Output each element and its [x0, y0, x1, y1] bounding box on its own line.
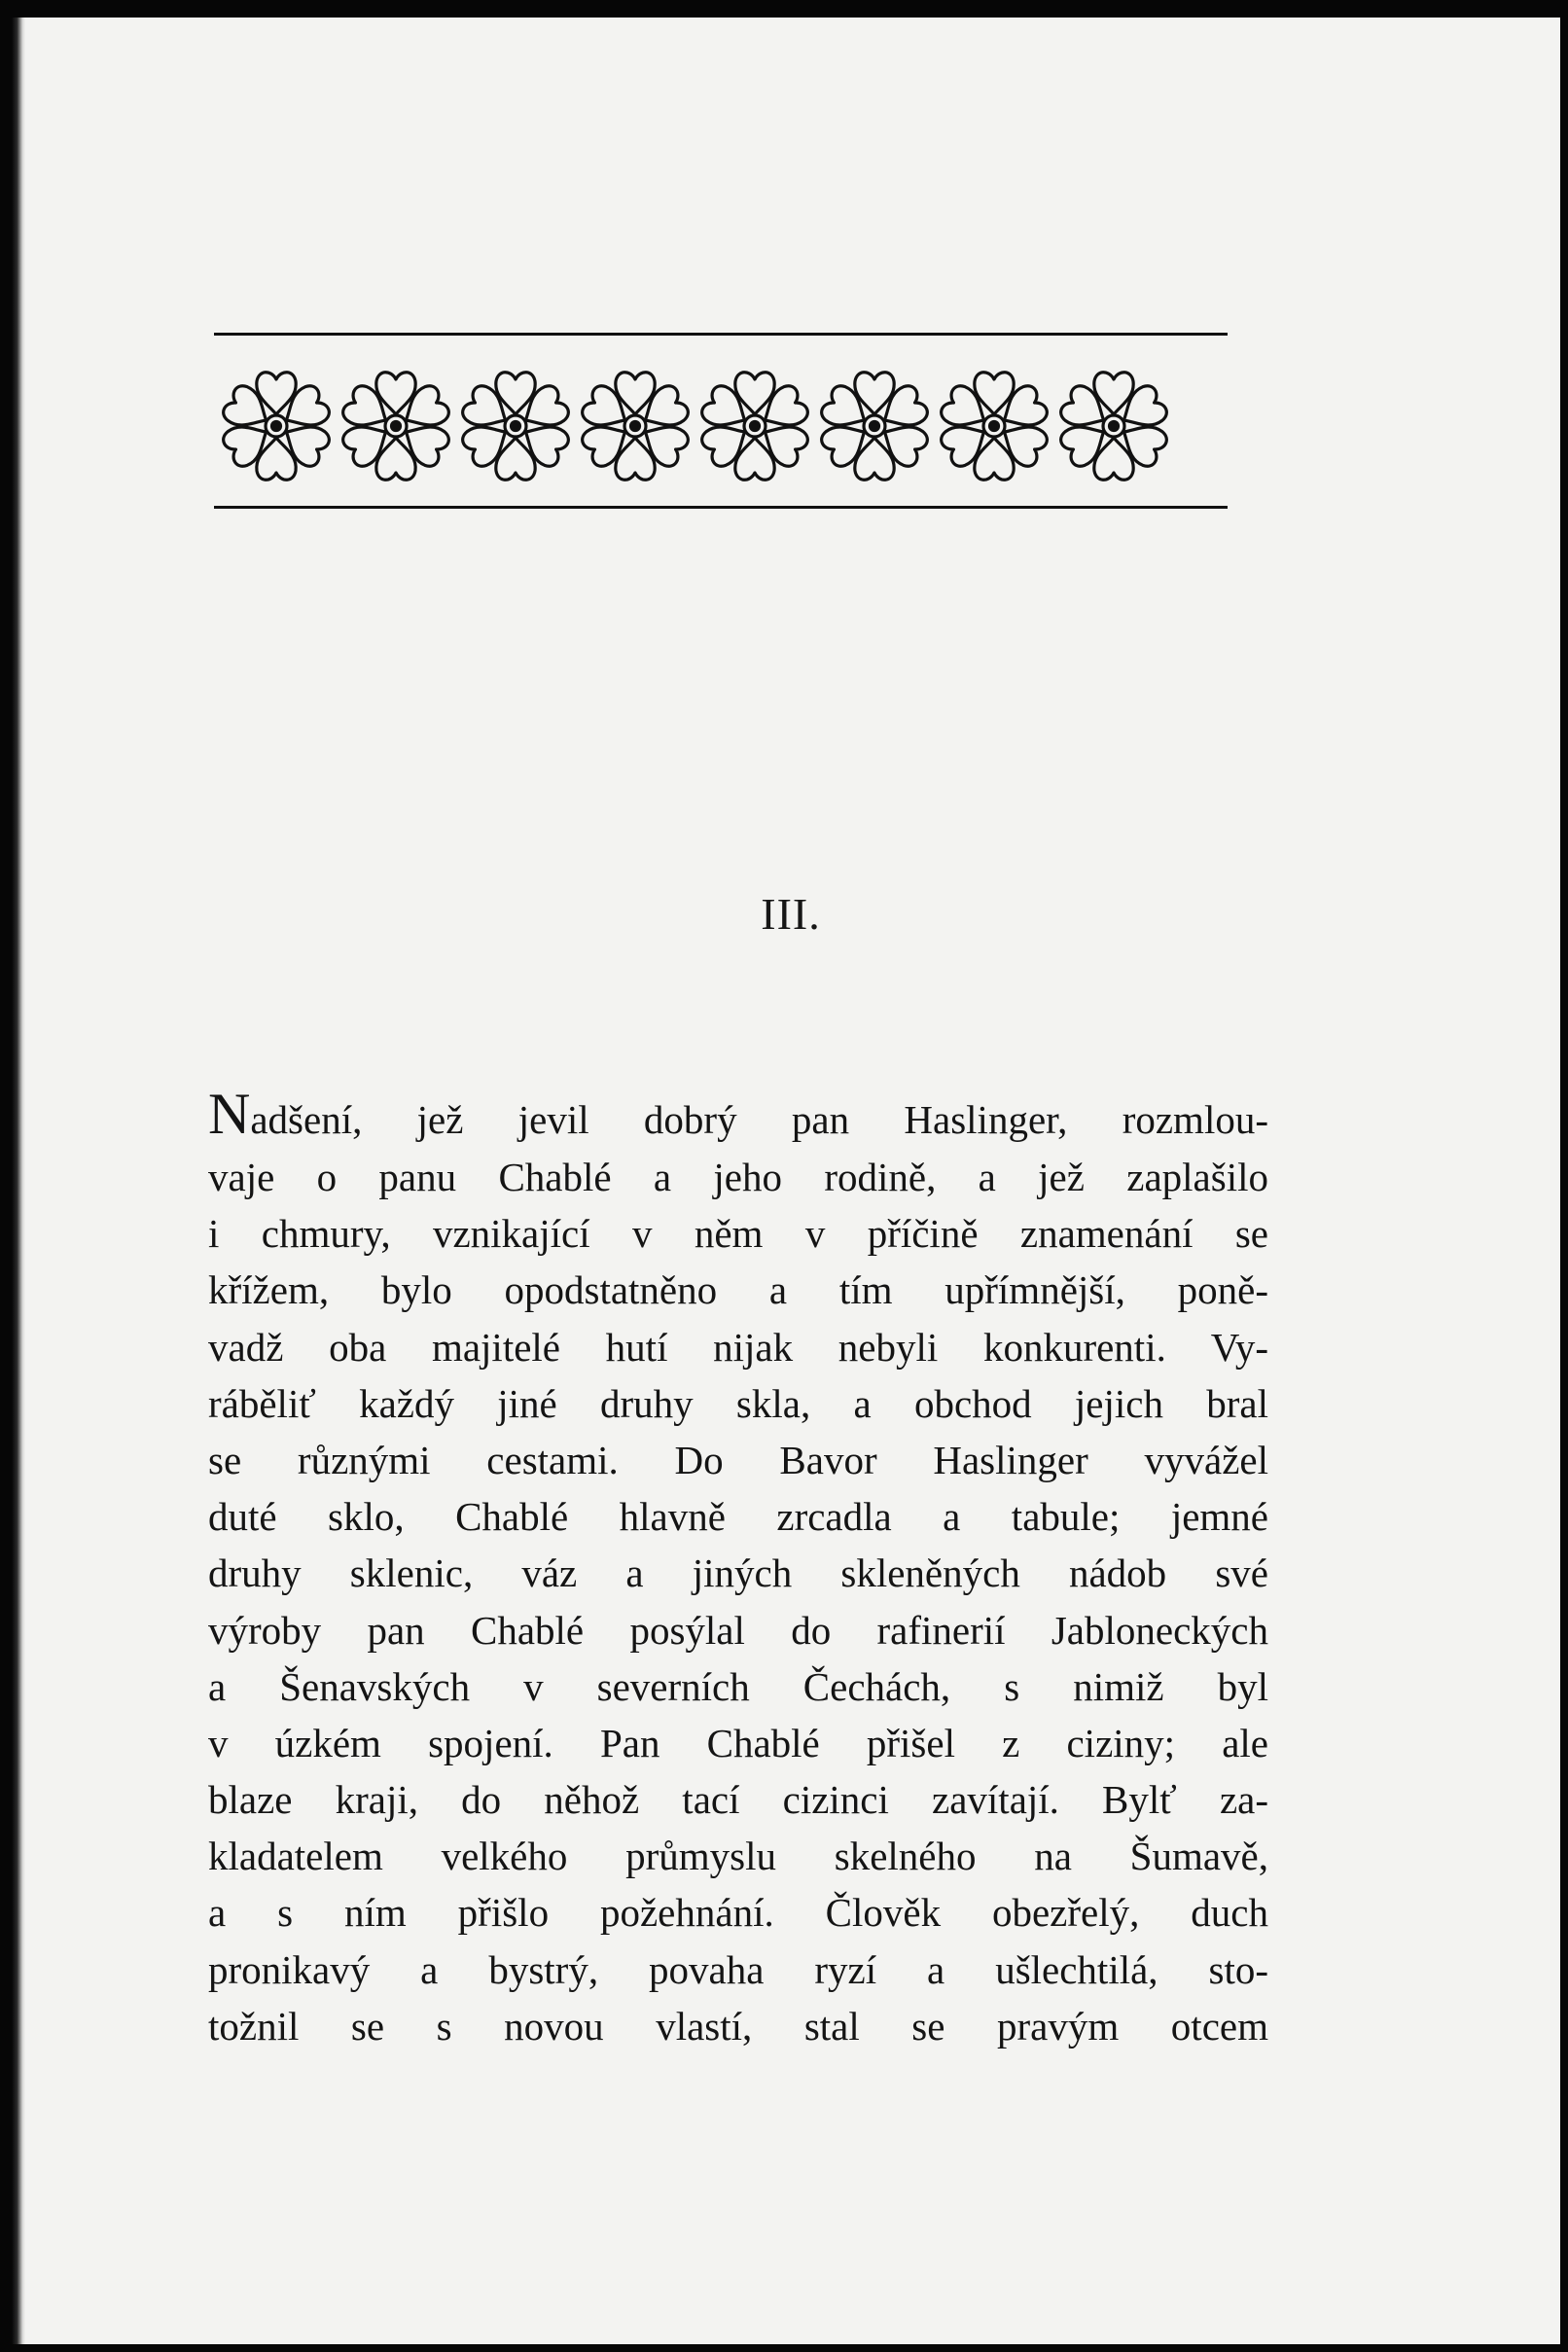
flower-ornament-1 [220, 373, 333, 481]
ornament-rule-bottom [214, 506, 1228, 509]
ornament-rule-top [214, 333, 1228, 336]
flower-ornament-4 [579, 373, 692, 481]
text-line-7: se různými cestami. Do Bavor Haslinger vyvážel [208, 1437, 1268, 1482]
text-line-5: vadž oba majitelé hutí nijak nebyli konkurenti. Vy- [208, 1324, 1268, 1370]
text-line-11: a Šenavských v severních Čechách, s nimiž byl [208, 1663, 1268, 1709]
text-line-17: tožnil se s novou vlastí, stal se pravým otcem [208, 2003, 1268, 2049]
flower-ornament-2 [339, 373, 452, 481]
text-line-4: křížem, bylo opodstatněno a tím upřímnější, poně- [208, 1267, 1268, 1313]
text-line-8: duté sklo, Chablé hlavně zrcadla a tabule; jemné [208, 1494, 1268, 1540]
text-line-9: druhy sklenic, váz a jiných skleněných nádob své [208, 1550, 1268, 1596]
drop-letter: N [208, 1082, 251, 1146]
text-line-6: ráběliť každý jiné druhy skla, a obchod jejich bral [208, 1380, 1268, 1426]
flower-ornament-7 [938, 373, 1051, 481]
text-line-10: výroby pan Chablé posýlal do rafinerií Jabloneckých [208, 1607, 1268, 1653]
body-paragraph [208, 1082, 1268, 2054]
text-line-15: a s ním přišlo požehnání. Člověk obezřelý, duch [208, 1890, 1268, 1936]
flower-ornament-5 [698, 373, 811, 481]
text-line-12: v úzkém spojení. Pan Chablé přišel z ciziny; ale [208, 1720, 1268, 1765]
book-page [21, 18, 1560, 2344]
first-line-text: adšení, jež jevil dobrý pan Haslinger, rozmlou- [250, 1097, 1268, 1142]
text-line-1 [208, 1082, 1268, 1149]
flower-ornament-6 [818, 373, 931, 481]
floral-ornament-band [214, 366, 1228, 486]
flower-ornament-8 [1057, 373, 1170, 481]
text-line-2: vaje o panu Chablé a jeho rodině, a jež zaplašilo [208, 1155, 1268, 1199]
chapter-heading: III. [761, 889, 821, 939]
flower-ornament-3 [459, 373, 572, 481]
text-line-14: kladatelem velkého průmyslu skelného na Šumavě, [208, 1834, 1268, 1879]
text-line-3: i chmury, vznikající v něm v příčině znamenání se [208, 1211, 1268, 1257]
text-line-16: pronikavý a bystrý, povaha ryzí a ušlechtilá, sto- [208, 1946, 1268, 1992]
text-line-13: blaze kraji, do něhož tací cizinci zavítají. Bylť za- [208, 1777, 1268, 1823]
